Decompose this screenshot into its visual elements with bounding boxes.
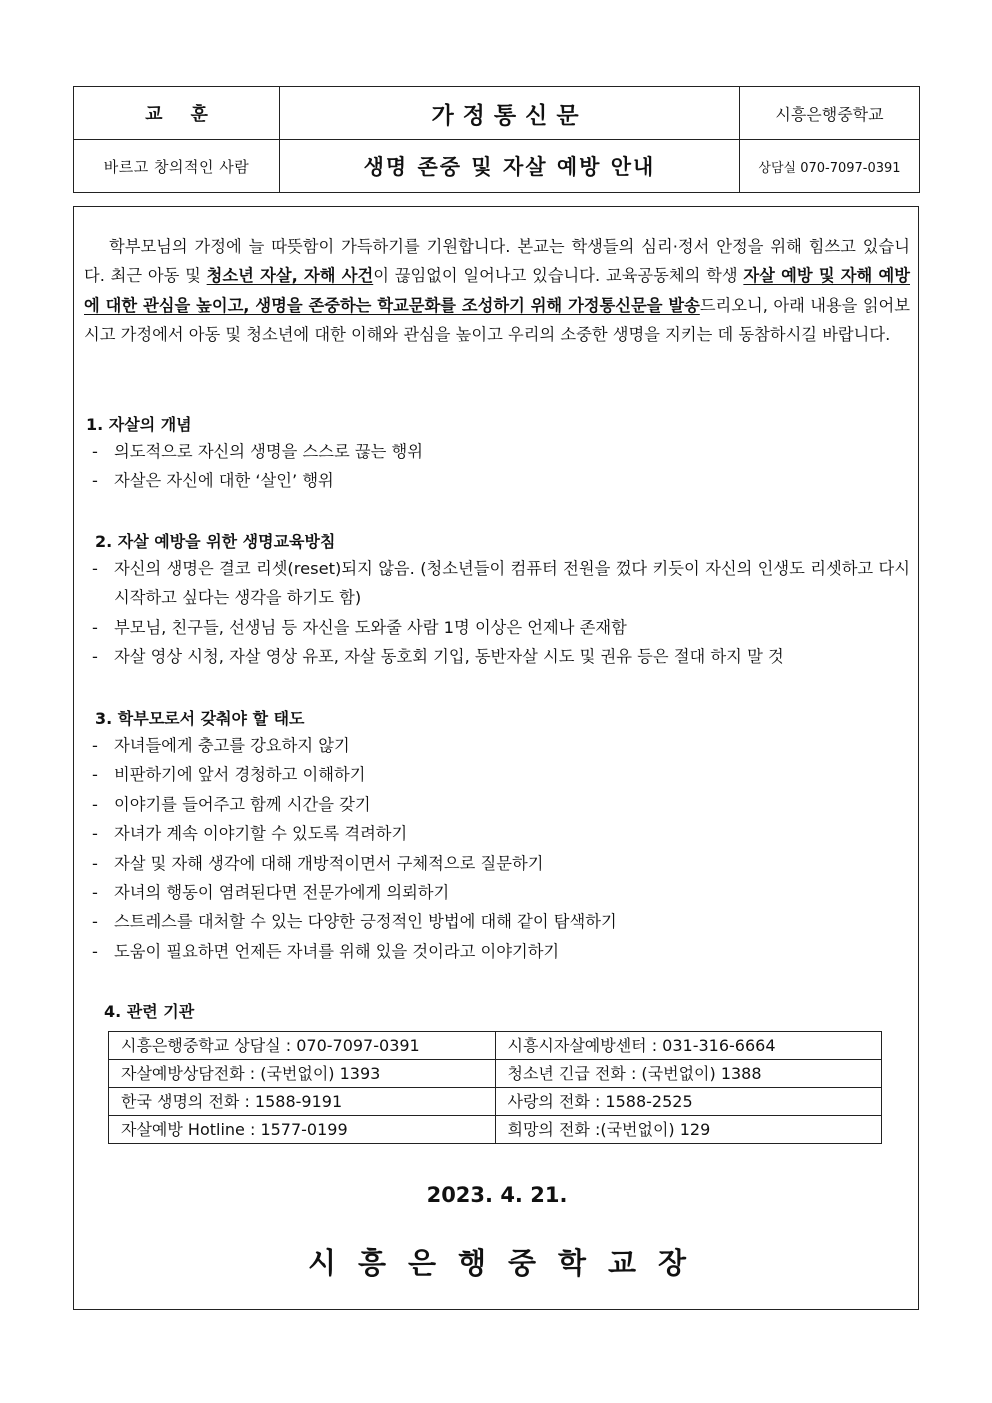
- principal-signature: 시흥은행중학교장: [307, 1246, 709, 1280]
- list-item: - 비판하기에 앞서 경청하고 이해하기: [92, 765, 366, 785]
- counsel-phone: 상담실 070-7097-0391: [740, 140, 920, 193]
- agency-cell: 시흥은행중학교 상담실 : 070-7097-0391: [109, 1032, 496, 1060]
- list-item: - 의도적으로 자신의 생명을 스스로 끊는 행위: [92, 442, 423, 461]
- table-row: [109, 1116, 882, 1144]
- list-item: - 자녀의 행동이 염려된다면 전문가에게 의뢰하기: [92, 883, 450, 903]
- agency-cell: 자살예방상담전화 : (국번없이) 1393: [109, 1060, 496, 1088]
- letter-body: [73, 206, 919, 1310]
- motto-label: 교훈: [74, 87, 280, 140]
- list-item: - 자살은 자신에 대한 ‘살인’ 행위: [92, 471, 334, 491]
- list-item: - 자녀가 계속 이야기할 수 있도록 격려하기: [92, 824, 408, 844]
- list-item: - 스트레스를 대처할 수 있는 다양한 긍정적인 방법에 대해 같이 탐색하기: [92, 912, 617, 932]
- list-item: - 자살 및 자해 생각에 대해 개방적이면서 구체적으로 질문하기: [92, 853, 544, 873]
- section-4-title: 4. 관련 기관: [104, 1002, 195, 1021]
- document-subject: 생명 존중 및 자살 예방 안내: [280, 140, 740, 193]
- list-item: - 이야기를 들어주고 함께 시간을 갖기: [92, 794, 371, 814]
- page-title: 가정통신문: [280, 87, 740, 140]
- list-item: - 자신의 생명은 결코 리셋(reset)되지 않음. (청소년들이 컴퓨터 전원을 껐다 키듯이 자신의 인생도 리셋하고 다시 시작하고 싶다는 생각을 하기도 함): [92, 559, 910, 608]
- table-row: [109, 1088, 882, 1116]
- section-2-list: [92, 554, 910, 672]
- section-2-title: 2. 자살 예방을 위한 생명교육방침: [95, 532, 336, 551]
- issue-date: 2023. 4. 21.: [426, 1183, 568, 1207]
- list-item: - 도움이 필요하면 언제든 자녀를 위해 있을 것이라고 이야기하기: [92, 941, 560, 961]
- agency-cell: 희망의 전화 :(국번없이) 129: [495, 1116, 882, 1144]
- intro-text-3: 드리오니, 아래 내용을 읽어보시고 가정에서 아동 및 청소년에 대한 이해와 관심을 높이고 우리의 소중한 생명을 지키는 데 동참하시길 바랍니다.: [84, 295, 911, 345]
- motto-text: 바르고 창의적인 사람: [74, 140, 280, 193]
- intro-emphasis-1: 청소년 자살, 자해 사건: [206, 266, 374, 286]
- list-item: - 자녀들에게 충고를 강요하지 않기: [92, 736, 350, 755]
- agency-cell: 자살예방 Hotline : 1577-0199: [109, 1116, 496, 1144]
- list-item: - 부모님, 친구들, 선생님 등 자신을 도와줄 사람 1명 이상은 언제나 존재함: [92, 617, 627, 637]
- intro-emphasis-2: 자살 예방 및 자해 예방에 대한 관심을 높이고, 생명을 존중하는 학교문화를 조성하기 위해 가정통신문을 발송: [84, 266, 910, 315]
- intro-text-2: 이 끊임없이 일어나고 있습니다. 교육공동체의 학생: [373, 266, 744, 286]
- agency-cell: 시흥시자살예방센터 : 031-316-6664: [495, 1032, 882, 1060]
- list-item: - 자살 영상 시청, 자살 영상 유포, 자살 동호회 기입, 동반자살 시도 및 권유 등은 절대 하지 말 것: [92, 647, 784, 667]
- table-row: [109, 1060, 882, 1088]
- header-table: [73, 86, 920, 193]
- section-3-list: [92, 731, 904, 966]
- table-row: [109, 1032, 882, 1060]
- agency-cell: 한국 생명의 전화 : 1588-9191: [109, 1088, 496, 1116]
- agencies-table: [108, 1031, 882, 1144]
- agency-cell: 청소년 긴급 전화 : (국번없이) 1388: [495, 1060, 882, 1088]
- section-3-title: 3. 학부모로서 갖춰야 할 태도: [95, 709, 305, 728]
- intro-paragraph: [84, 232, 910, 350]
- agency-cell: 사랑의 전화 : 1588-2525: [495, 1088, 882, 1116]
- intro-text-1: 학부모님의 가정에 늘 따뜻함이 가득하기를 기원합니다. 본교는 학생들의 심리·정서 안정을 위해 힘쓰고 있습니다. 최근 아동 및: [84, 237, 910, 286]
- school-name: 시흥은행중학교: [740, 87, 920, 140]
- section-1-list: [92, 437, 904, 496]
- section-1-title: 1. 자살의 개념: [86, 415, 192, 434]
